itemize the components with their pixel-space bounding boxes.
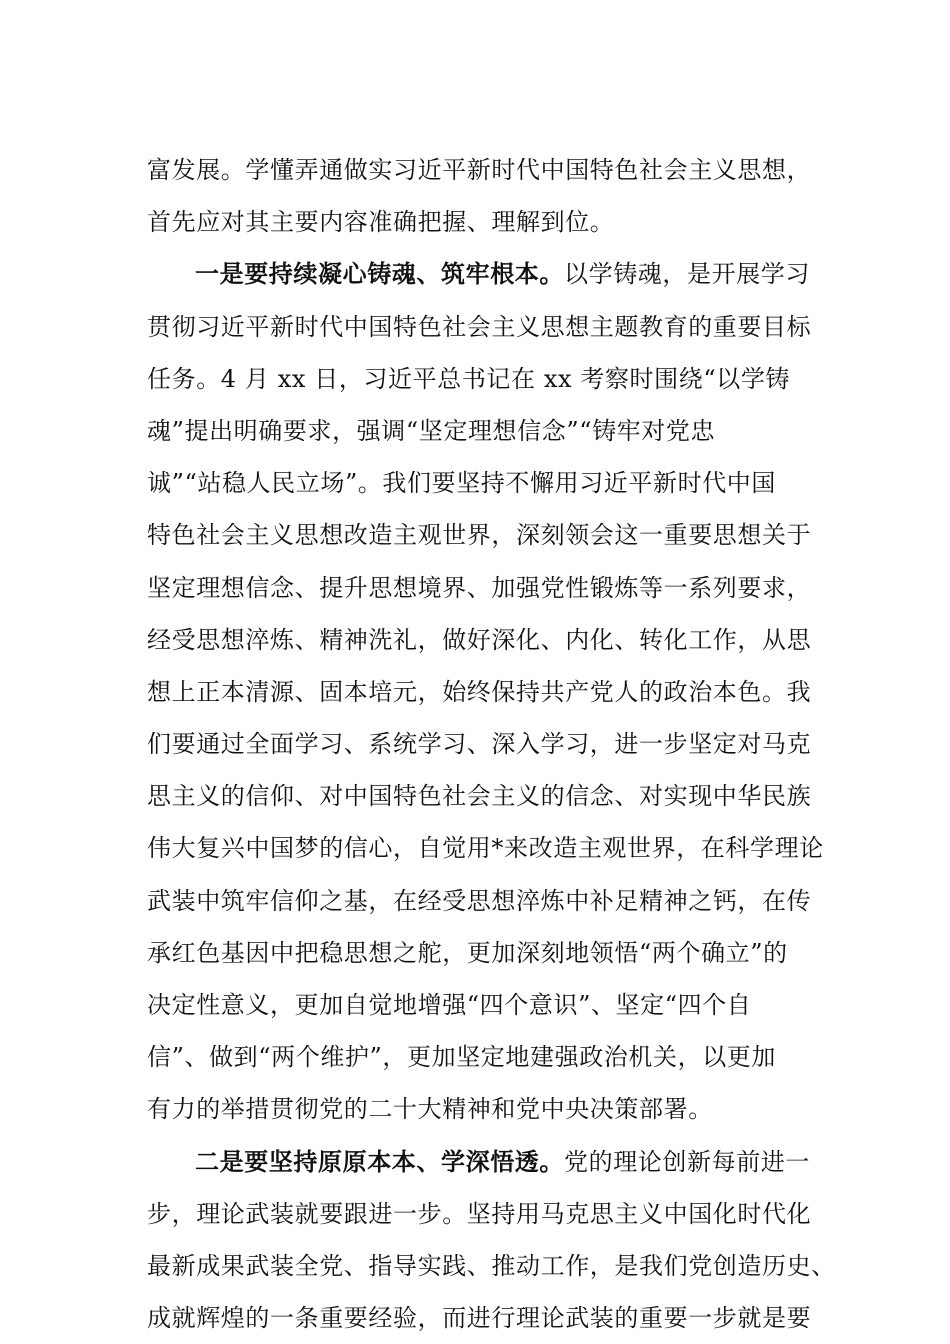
text-line: 决定性意义，更加自觉地增强“四个意识”、坚定“四个自 xyxy=(147,991,752,1019)
text-line: 们要通过全面学习、系统学习、深入学习，进一步坚定对马克 xyxy=(147,730,812,759)
paragraph-first-line xyxy=(147,248,827,300)
paragraph-first-line xyxy=(147,1136,827,1188)
text-line: 信”、做到“两个维护”，更加坚定地建强政治机关，以更加 xyxy=(147,1043,777,1072)
text-line: 任务。4 月 xx 日，习近平总书记在 xx 考察时围绕“以学铸 xyxy=(147,364,791,393)
text-line: 最新成果武装全党、指导实践、推动工作，是我们党创造历史、 xyxy=(147,1251,836,1280)
text-line: 特色社会主义思想改造主观世界，深刻领会这一重要思想关于 xyxy=(147,521,812,550)
text-line: 步，理论武装就要跟进一步。坚持用马克思主义中国化时代化 xyxy=(147,1199,812,1228)
text-line: 贯彻习近平新时代中国特色社会主义思想主题教育的重要目标 xyxy=(147,312,812,341)
text-run: 党的理论创新每前进一 xyxy=(564,1147,810,1176)
document-body xyxy=(147,144,836,1344)
text-line: 首先应对其主要内容准确把握、理解到位。 xyxy=(147,208,615,237)
text-line: 诚”“站稳人民立场”。我们要坚持不懈用习近平新时代中国 xyxy=(147,469,777,498)
text-line: 有力的举措贯彻党的二十大精神和党中央决策部署。 xyxy=(147,1095,713,1124)
paragraph-heading: 二是要坚持原原本本、学深悟透。 xyxy=(195,1146,564,1176)
text-run: 以学铸魂，是开展学习 xyxy=(564,260,810,289)
text-line: 思主义的信仰、对中国特色社会主义的信念、对实现中华民族 xyxy=(147,782,812,811)
text-line: 想上正本清源、固本培元，始终保持共产党人的政治本色。我 xyxy=(147,677,812,706)
text-line: 武装中筑牢信仰之基，在经受思想淬炼中补足精神之钙，在传 xyxy=(147,886,812,915)
text-line: 承红色基因中把稳思想之舵，更加深刻地领悟“两个确立”的 xyxy=(147,938,788,967)
text-line: 经受思想淬炼、精神洗礼，做好深化、内化、转化工作，从思 xyxy=(147,625,812,654)
text-line: 魂”提出明确要求，强调“坚定理想信念”“铸牢对党忠 xyxy=(147,416,716,445)
paragraph-heading: 一是要持续凝心铸魂、筑牢根本。 xyxy=(195,259,564,289)
text-line: 坚定理想信念、提升思想境界、加强党性锻炼等一系列要求， xyxy=(147,573,812,602)
text-line: 成就辉煌的一条重要经验，而进行理论武装的重要一步就是要 xyxy=(147,1304,812,1333)
text-line: 伟大复兴中国梦的信心，自觉用*来改造主观世界，在科学理论 xyxy=(147,834,824,863)
text-line: 富发展。学懂弄通做实习近平新时代中国特色社会主义思想， xyxy=(147,156,812,184)
